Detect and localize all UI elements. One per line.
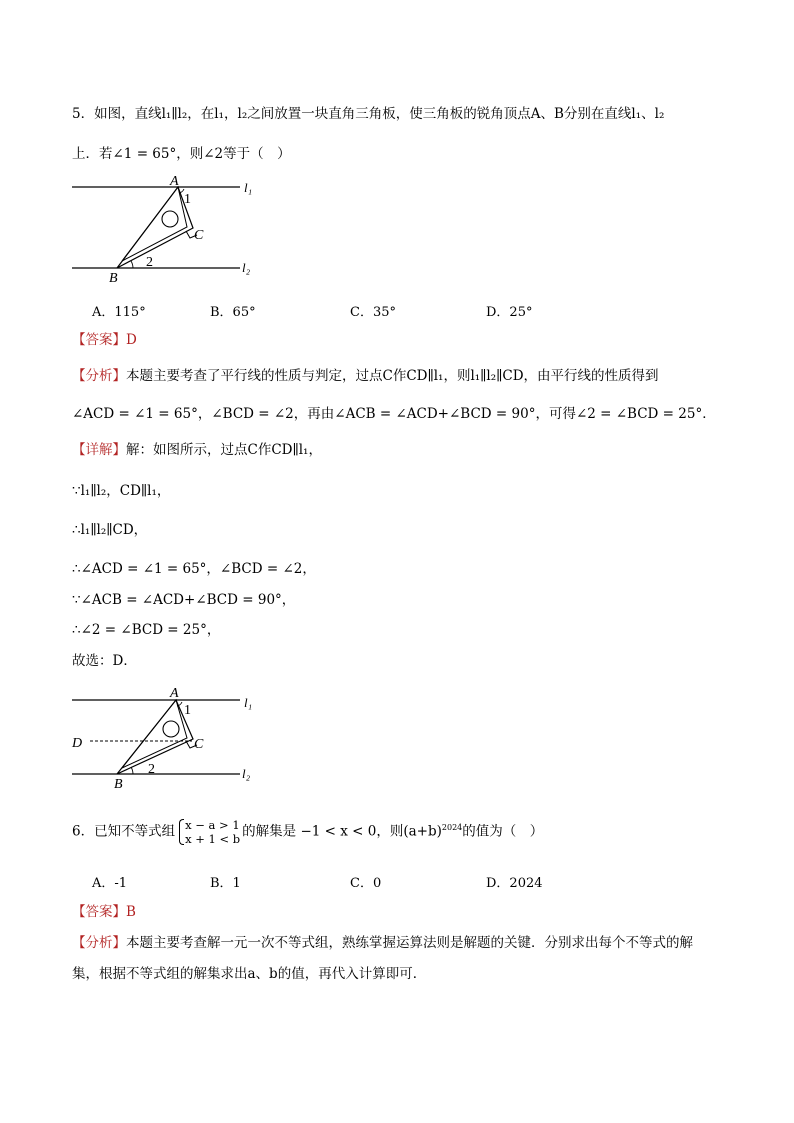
label-A: A (170, 686, 179, 701)
analysis-tag: 【分析】 (72, 368, 126, 384)
q6-option-d: D．2024 (486, 876, 543, 891)
label-angle2: 2 (148, 762, 155, 777)
label-l2: l₂ (242, 260, 251, 275)
q6-analysis-line2: 集，根据不等式组的解集求出a、b的值，再代入计算即可． (72, 966, 427, 982)
q5-stem-line2: 上．若∠1 = 65°，则∠2等于（ ） (72, 146, 291, 162)
label-B: B (114, 777, 123, 792)
q6-stem-mid: 的解集是 −1 < x < 0，则 (242, 823, 404, 840)
q5-analysis-line1 (72, 366, 659, 386)
label-A: A (170, 174, 179, 189)
analysis-text: 本题主要考查了平行线的性质与判定，过点C作CD∥l₁，则l₁∥l₂∥CD，由平行线的性质得到 (126, 368, 659, 384)
label-angle1: 1 (184, 192, 191, 207)
triangle (117, 700, 193, 774)
q5-answer (72, 330, 137, 350)
label-angle2: 2 (146, 255, 153, 270)
q6-option-b: B．1 (210, 876, 241, 891)
q5-stem-line1: 5．如图，直线l₁∥l₂，在l₁，l₂之间放置一块直角三角板，使三角板的锐角顶点A、B分别在直线l₁、l₂ (72, 106, 665, 122)
q6-stem-suffix: 的值为（ ） (462, 823, 544, 840)
label-C: C (194, 737, 204, 752)
analysis-text: 本题主要考查解一元一次不等式组，熟练掌握运算法则是解题的关键．分别求出每个不等式的解 (126, 935, 693, 951)
q5-detail-line1 (72, 440, 322, 460)
q6-stem-prefix: 6．已知不等式组 (72, 823, 176, 840)
q5-solution-figure (60, 676, 280, 796)
label-l2: l₂ (242, 766, 251, 781)
q5-step-3: ∴∠ACD = ∠1 = 65°，∠BCD = ∠2， (72, 561, 316, 577)
q5-figure (60, 168, 280, 288)
q5-step-4: ∵∠ACB = ∠ACD+∠BCD = 90°， (72, 592, 296, 608)
triangle-inner (122, 187, 187, 261)
q6-option-a: A．-1 (92, 876, 128, 891)
q5-option-a: A．115° (92, 305, 146, 320)
label-l1: l₁ (244, 180, 253, 195)
answer-value: B (126, 904, 136, 920)
answer-tag: 【答案】 (72, 332, 126, 348)
q5-step-2: ∴l₁∥l₂∥CD， (72, 522, 148, 538)
q6-stem (72, 812, 543, 848)
angle2-arc (131, 261, 133, 268)
label-D: D (72, 736, 83, 751)
triangle-hole (162, 211, 178, 227)
triangle-hole (163, 721, 179, 737)
label-l1: l₁ (244, 695, 253, 710)
label-B: B (109, 271, 118, 286)
q6-expr-exponent: 2024 (441, 823, 463, 832)
inequality-1: x − a > 1 (185, 818, 240, 832)
q5-option-b: B．65° (210, 305, 256, 320)
inequality-system (177, 818, 240, 846)
label-angle1: 1 (184, 703, 191, 718)
q5-step-5: ∴∠2 = ∠BCD = 25°， (72, 622, 221, 638)
answer-value: D (126, 332, 137, 348)
analysis-tag: 【分析】 (72, 935, 126, 951)
inequality-2: x + 1 < b (185, 832, 241, 846)
label-C: C (194, 228, 204, 243)
q6-analysis-line1 (72, 933, 693, 953)
answer-tag: 【答案】 (72, 904, 126, 920)
q5-step-1: ∵l₁∥l₂，CD∥l₁， (72, 483, 171, 499)
q6-answer (72, 902, 136, 922)
q6-option-c: C．0 (350, 876, 382, 891)
q5-option-d: D．25° (486, 305, 533, 320)
detail-text: 解：如图所示，过点C作CD∥l₁， (126, 442, 322, 458)
q5-option-c: C．35° (350, 305, 396, 320)
detail-tag: 【详解】 (72, 442, 126, 458)
q6-expr-base: (a+b) (403, 823, 442, 840)
triangle (117, 187, 193, 268)
q5-analysis-line2: ∠ACD = ∠1 = 65°，∠BCD = ∠2，再由∠ACB = ∠ACD+∠BCD = 90°，可得∠2 = ∠BCD = 25°． (72, 406, 716, 422)
q5-choose: 故选：D． (72, 653, 137, 669)
angle2-arc (131, 767, 133, 774)
